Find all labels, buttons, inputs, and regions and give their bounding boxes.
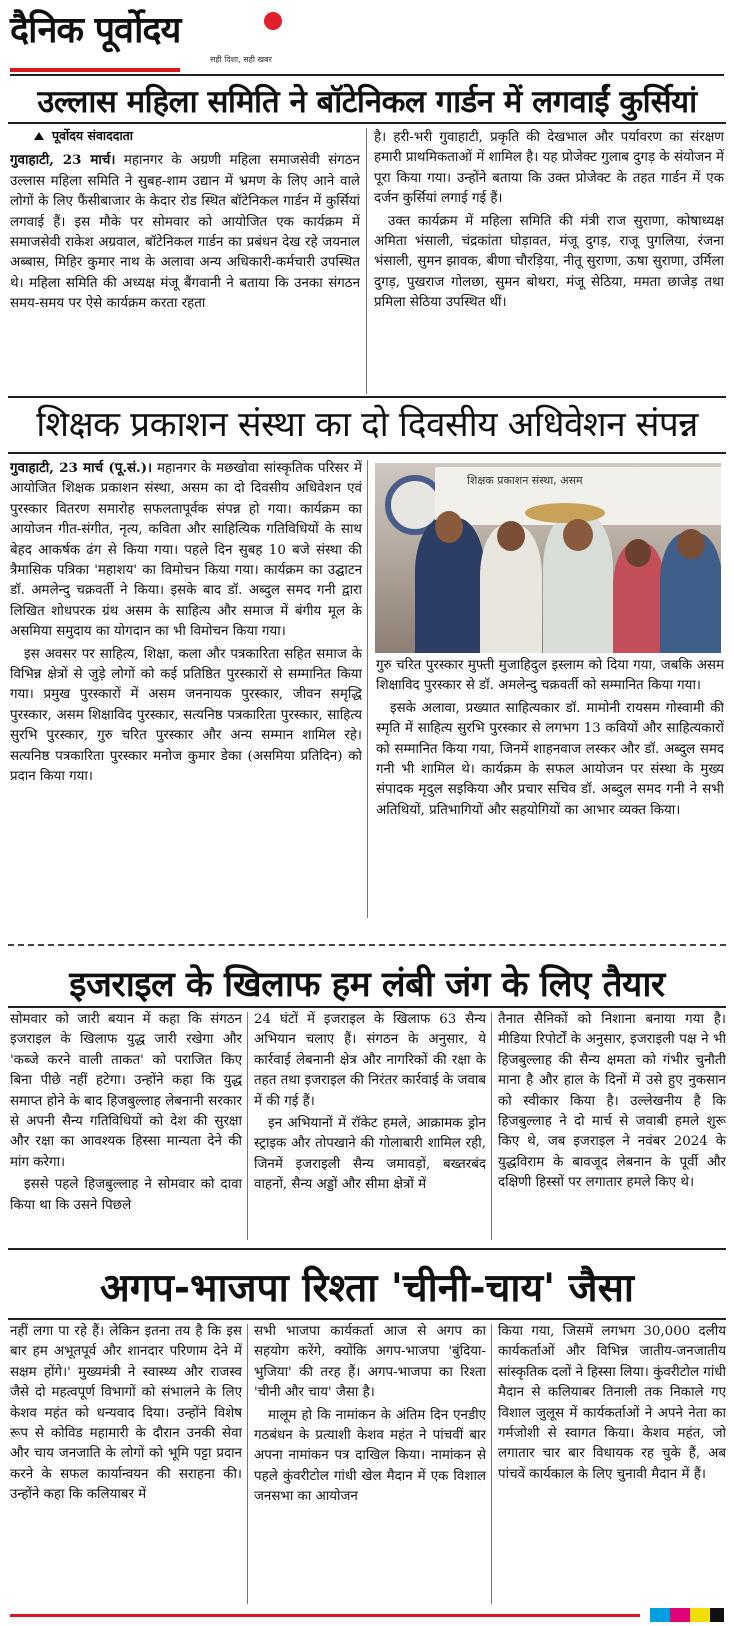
article3-body: सोमवार को जारी बयान में कहा कि संगठन इजराइल के खिलाफ युद्ध जारी रखेगा और 'कब्जे करने वाली ताकत' को पराजित किए बिना पीछे नहीं हटेगा। उन्होंने कहा कि युद्ध समाप्त होने के बाद हिजबुल्लाह लेबनानी सरकार से अपनी सैन्य गतिविधियों को देश की सुरक्षा और रक्षा का आवश्यक हिस्सा मान्यता देने की मांग करेगा।: [10, 1012, 242, 1170]
article1-dateline: गुवाहाटी, 23 मार्च।: [10, 152, 116, 169]
article4-column-1: [10, 1322, 242, 1606]
newspaper-tagline: सही दिशा, सही खबर: [210, 55, 272, 64]
photo-person-head: [677, 529, 705, 559]
article3-headline: इजराइल के खिलाफ हम लंबी जंग के लिए तैयार: [69, 965, 665, 1005]
article3-body: इससे पहले हिजबुल्लाह ने सोमवार को दावा किया था कि उसने पिछले: [10, 1177, 242, 1213]
article4-body: सभी भाजपा कार्यकर्ता आज से अगप का सहयोग करेंगे, क्योंकि अगप-भाजपा 'बुंदिया-भुजिया' की तरह हैं। अगप-भाजपा का रिश्ता 'चीनी और चाय' जैसा है।: [254, 1324, 486, 1401]
article3-column-1: [10, 1010, 242, 1242]
article3-body: तैनात सैनिकों को निशाना बनाया गया है। मीडिया रिपोर्टों के अनुसार, इजराइली पक्ष ने भी हिजबुल्लाह की सैन्य क्षमता को गंभीर चुनौती माना है और हाल के दिनों में उसे हुए नुकसान को स्वीकार किया है। उल्लेखनीय है कि हिजबुल्लाह ने दो मार्च से जवाबी हमले शुरू किए थे, जब इजराइल ने नवंबर 2024 के युद्धविराम के बावजूद लेबनान के पूर्वी और दक्षिणी हिस्सों पर लगातार हमले किए थे।: [498, 1012, 726, 1191]
article3-body: इन अभियानों में रॉकेट हमले, आक्रामक ड्रोन स्ट्राइक और तोपखाने की गोलाबारी शामिल रही, जिनमें इजराइली सैन्य जमावड़ों, बख्तरबंद वाहनों, सैन्य अड्डों और सीमा क्षेत्रों में: [254, 1116, 486, 1193]
column-divider: [247, 1012, 248, 1240]
photo-person-head: [497, 521, 525, 551]
column-divider: [366, 128, 367, 394]
article2-headline-rule: [8, 452, 726, 454]
photo-banner-text: शिक्षक प्रकाशन संस्था, असम: [467, 474, 583, 487]
article2-body: महानगर के मछखोवा सांस्कृतिक परिसर में आयोजित शिक्षक प्रकाशन संस्था, असम का दो दिवसीय अधिवेशन एवं पुरस्कार वितरण समारोह सफलतापूर्वक संपन्न हो गया। कार्यक्रम का आयोजन गीत-संगीत, नृत्य, कविता और साहित्यिक गतिविधियों के साथ बेहद आकर्षक ढंग से किया गया। पहले दिन सुबह 10 बजे संस्था की त्रैमासिक पत्रिका 'महाशय' का विमोचन किया गया। कार्यक्रम का उद्घाटन डॉ. अमलेन्दु चक्रवर्ती ने किया। इसके बाद डॉ. अब्दुल समद गनी द्वारा लिखित शोधपरक ग्रंथ असम के साहित्य और समाज में बंगीय मूल के असमिया समुदाय का योगदान का भी विमोचन किया गया।: [10, 461, 362, 640]
article4-body: नहीं लगा पा रहे हैं। लेकिन इतना तय है कि इस बार हम अभूतपूर्व और शानदार परिणाम देने में सक्षम होंगे।' मुख्यमंत्री ने स्वास्थ्य और राजस्व जैसे दो महत्वपूर्ण विभागों को संभालने के लिए केशव महंत को धन्यवाद दिया। उन्होंने विशेष रूप से कोविड महामारी के दौरान उनकी सेवा और चाय जनजाति के लोगों को भूमि पट्टा प्रदान करने के सफल कार्यान्वयन की सराहना की। उन्होंने कहा कि कलियाबर में: [10, 1324, 242, 1503]
masthead-divider: [10, 74, 724, 76]
print-color-mark: [650, 1608, 670, 1622]
article4-body: किया गया, जिसमें लगभग 30,000 दलीय कार्यकर्ताओं और विभिन्न जातीय-जनजातीय सांस्कृतिक दलों ने हिस्सा लिया। कुंवरीटोल गांधी मैदान से कलियाबर तिनाली तक निकाले गए विशाल जुलूस में कार्यकर्ताओं ने अपने नेता का गर्मजोशी से स्वागत किया। केशव महंत, जो लगातार चार बार विधायक रह चुके हैं, अब पांचवें कार्यकाल के लिए चुनावी मैदान में हैं।: [498, 1324, 726, 1482]
article1-attendees: उक्त कार्यक्रम में महिला समिति की मंत्री राज सुराणा, कोषाध्यक्ष अमिता भंसाली, चंद्रकांता घोड़ावत, मंजू दुगड़, राजू पुगलिया, रंजना भंसाली, सुमन झावक, बीणा चौरड़िया, नीतू सुराणा, ऊषा सुराणा, उर्मिला दुगड़, पुखराज गोलछा, सुमन बोथरा, मंजू सेठिया, ममता छाजेड़ तथा प्रमिला सेठिया उपस्थित थीं।: [374, 213, 724, 311]
article2-headline: शिक्षक प्रकाशन संस्था का दो दिवसीय अधिवेशन संपन्न: [36, 405, 698, 445]
article3-column-3: [498, 1010, 726, 1242]
article2-body-cont: गुरु चरित पुरस्कार मुफ्ती मुजाहिदुल इस्लाम को दिया गया, जबकि असम शिक्षाविद पुरस्कार से डॉ. अमलेन्दु चक्रवर्ती को सम्मानित किया गया।: [376, 658, 724, 694]
article1-left-column: [10, 126, 360, 396]
article2-dateline: गुवाहाटी, 23 मार्च (पू.सं.)।: [10, 460, 153, 476]
article1-headline: उल्लास महिला समिति ने बॉटेनिकल गार्डन में लगवाईं कुर्सियां: [37, 84, 697, 120]
article3-body: 24 घंटों में इजराइल के खिलाफ 63 सैन्य अभियान चलाए हैं। संगठन के अनुसार, ये कार्रवाई लेबनानी क्षेत्र और नागरिकों की रक्षा के तहत तथा इजराइल की निरंतर कार्रवाई के जवाब में की गई हैं।: [254, 1012, 486, 1109]
article1-right-column: [374, 128, 724, 396]
article4-body: मालूम हो कि नामांकन के अंतिम दिन एनडीए गठबंधन के प्रत्याशी केशव महंत ने पांचवीं बार अपना नामांकन पत्र दाखिल किया। नामांकन से पहले कुंवरीटोल गांधी खेल मैदान में एक विशाल जनसभा का आयोजन: [254, 1407, 486, 1505]
article2-awards: इस अवसर पर साहित्य, शिक्षा, कला और पत्रकारिता सहित समाज के विभिन्न क्षेत्रों से जुड़े लोगों को कई प्रतिष्ठित पुरस्कारों से सम्मानित किया गया। प्रमुख पुरस्कारों में असम जननायक पुरस्कार, जीवन समृद्धि पुरस्कार, असम शिक्षाविद पुरस्कार, सत्यनिष्ठ पत्रकारिता पुरस्कार, साहित्य सुरभि पुरस्कार, गुरु चरित पुरस्कार और अन्य सम्मान शामिल रहे। सत्यनिष्ठ पत्रकारिता पुरस्कार मनोज कुमार डेका (असमिया प्रतिदिन) को प्रदान किया गया।: [10, 646, 362, 785]
article2-awards-cont: इसके अलावा, प्रख्यात साहित्यकार डॉ. मामोनी रायसम गोस्वामी की स्मृति में साहित्य सुरभि पुरस्कार से लगभग 13 कवियों और साहित्यकारों को सम्मानित किया गया, जिनमें शाहनवाज लस्कर और डॉ. अब्दुल समद गनी भी शामिल थे। कार्यक्रम के सफल आयोजन पर संस्था के मुख्य संपादक मृदुल सइकिया और प्रचार सचिव डॉ. अब्दुल समद गनी ने सभी अतिथियों, प्रतिभागियों और सहयोगियों का आभार व्यक्त किया।: [376, 700, 724, 818]
section-divider: [8, 944, 726, 946]
article1-body: महानगर के अग्रणी महिला समाजसेवी संगठन उल्लास महिला समिति ने सुबह-शाम उद्यान में भ्रमण के लिए आने वाले लोगों के लिए फैंसीबाजार के केदार रोड स्थित बॉटेनिकल गार्डन में कुर्सियां लगवाई हैं। इस मौके पर सोमवार को आयोजित एक कार्यक्रम में समाजसेवी राकेश अग्रवाल, बॉटेनिकल गार्डन का प्रबंधन देख रहे जयनाल अब्बास, मिहिर कुमार नाथ के अलावा अन्य अधिकारी-कर्मचारी उपस्थित थे। महिला समिति की अध्यक्ष मंजू बैंगवानी ने बताया कि उनका संगठन समय-समय पर ऐसे कार्यक्रम करता रहता: [10, 153, 360, 312]
print-color-mark: [710, 1608, 724, 1622]
article3-column-2: [254, 1010, 486, 1242]
article1-headline-rule: [8, 122, 726, 124]
article2-left-column: [10, 458, 362, 920]
article3-headline-rule: [8, 1006, 726, 1008]
article2-right-column: [376, 656, 724, 920]
photo-person-head: [435, 511, 463, 543]
award-ceremony-photo: [375, 463, 721, 653]
newspaper-title: दैनिक पूर्वोदय: [10, 10, 181, 51]
photo-japi-hat: [525, 503, 605, 523]
article4-column-2: [254, 1322, 486, 1606]
column-divider: [491, 1324, 492, 1604]
photo-person-head: [563, 519, 593, 551]
photo-person-head: [625, 539, 651, 567]
article1-byline: पूर्वोदय संवाददाता: [34, 126, 360, 146]
sun-logo-icon: [264, 12, 282, 30]
masthead: [10, 4, 280, 72]
section-divider: [8, 1248, 726, 1250]
print-color-mark: [690, 1608, 710, 1622]
triangle-bullet-icon: [34, 132, 44, 140]
print-color-mark: [670, 1608, 690, 1622]
article4-headline: अगप-भाजपा रिश्ता 'चीनी-चाय' जैसा: [99, 1266, 635, 1311]
column-divider: [247, 1324, 248, 1604]
article4-column-3: [498, 1322, 726, 1606]
column-divider: [491, 1012, 492, 1240]
section-divider: [8, 396, 726, 398]
article1-body-cont: है। हरी-भरी गुवाहाटी, प्रकृति की देखभाल और पर्यावरण का संरक्षण हमारी प्राथमिकताओं में शामिल है। यह प्रोजेक्ट गुलाब दुगड़ के संयोजन में पूरा किया गया। उन्होंने बताया कि उक्त प्रोजेक्ट के तहत गार्डन में एक दर्जन कुर्सियां लगाई गई हैं।: [374, 130, 724, 207]
masthead-accent-bar: [10, 68, 180, 72]
footer-accent-line: [10, 1614, 640, 1617]
article4-headline-rule: [8, 1318, 726, 1320]
column-divider: [367, 460, 368, 918]
